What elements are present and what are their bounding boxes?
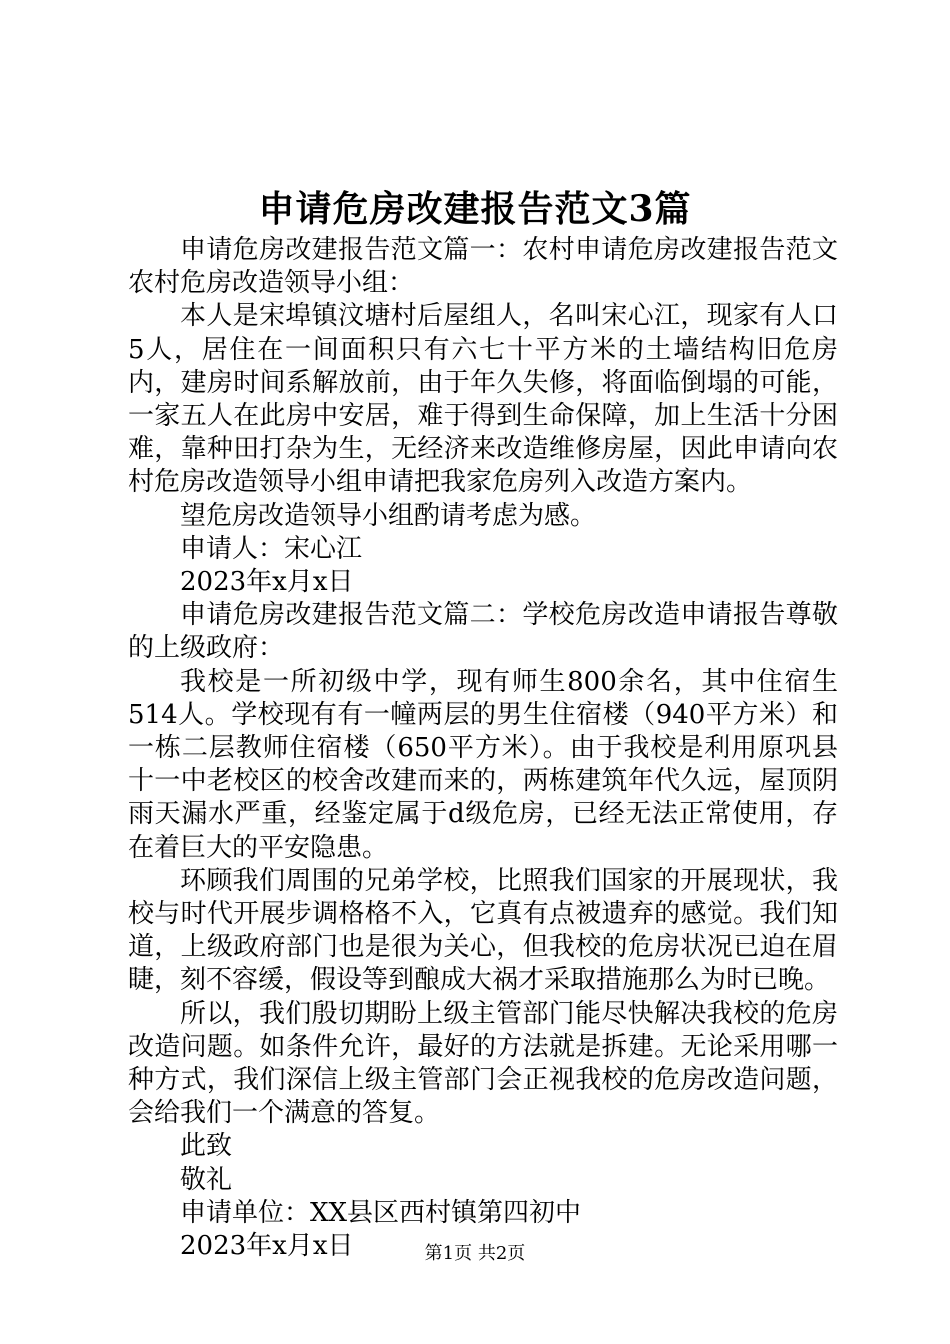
closing-regards: 敬礼 [180,1164,233,1195]
paragraph: 申请危房改建报告范文篇二：学校危房改造申请报告尊敬的上级政府： [128,600,838,664]
paragraph: 申请危房改建报告范文篇一：农村申请危房改建报告范文农村危房改造领导小组： [128,235,838,299]
date-line: 2023年x月x日 [180,567,354,598]
page-number-footer: 第1页 共2页 [424,1243,526,1264]
date-line: 2023年x月x日 [180,1231,354,1262]
closing-salutation: 此致 [180,1131,233,1162]
signature-unit: 申请单位：XX县区西村镇第四初中 [180,1197,582,1228]
signature-applicant: 申请人：宋心江 [180,533,363,564]
paragraph: 所以，我们殷切期盼上级主管部门能尽快解决我校的危房改造问题。如条件允许，最好的方法就是拆建。无论采用哪一种方式，我们深信上级主管部门会正视我校的危房改造问题，会给我们一个满意的答复。 [128,998,838,1129]
paragraph: 我校是一所初级中学，现有师生800余名，其中住宿生514人。学校现有有一幢两层的男生住宿楼（940平方米）和一栋二层教师住宿楼（650平方米）。由于我校是利用原巩县十一中老校区的校舍改建而来的，两栋建筑年代久远，屋顶阴雨天漏水严重，经鉴定属于d级危房，已经无法正常使用，存在着巨大的平安隐患。 [128,666,838,863]
document-title: 申请危房改建报告范文3篇 [258,188,692,230]
document-body [128,234,838,1263]
paragraph: 本人是宋埠镇汶塘村后屋组人，名叫宋心江，现家有人口5人，居住在一间面积只有六七十平方米的土墙结构旧危房内，建房时间系解放前，由于年久失修，将面临倒塌的可能，一家五人在此房中安居，难于得到生命保障，加上生活十分困难，靠种田打杂为生，无经济来改造维修房屋，因此申请向农村危房改造领导小组申请把我家危房列入改造方案内。 [128,301,838,498]
paragraph: 环顾我们周围的兄弟学校，比照我们国家的开展现状，我校与时代开展步调格格不入，它真有点被遗弃的感觉。我们知道，上级政府部门也是很为关心，但我校的危房状况已迫在眉睫，刻不容缓，假设等到酿成大祸才采取措施那么为时已晚。 [128,865,838,996]
paragraph: 望危房改造领导小组酌请考虑为感。 [180,500,597,531]
